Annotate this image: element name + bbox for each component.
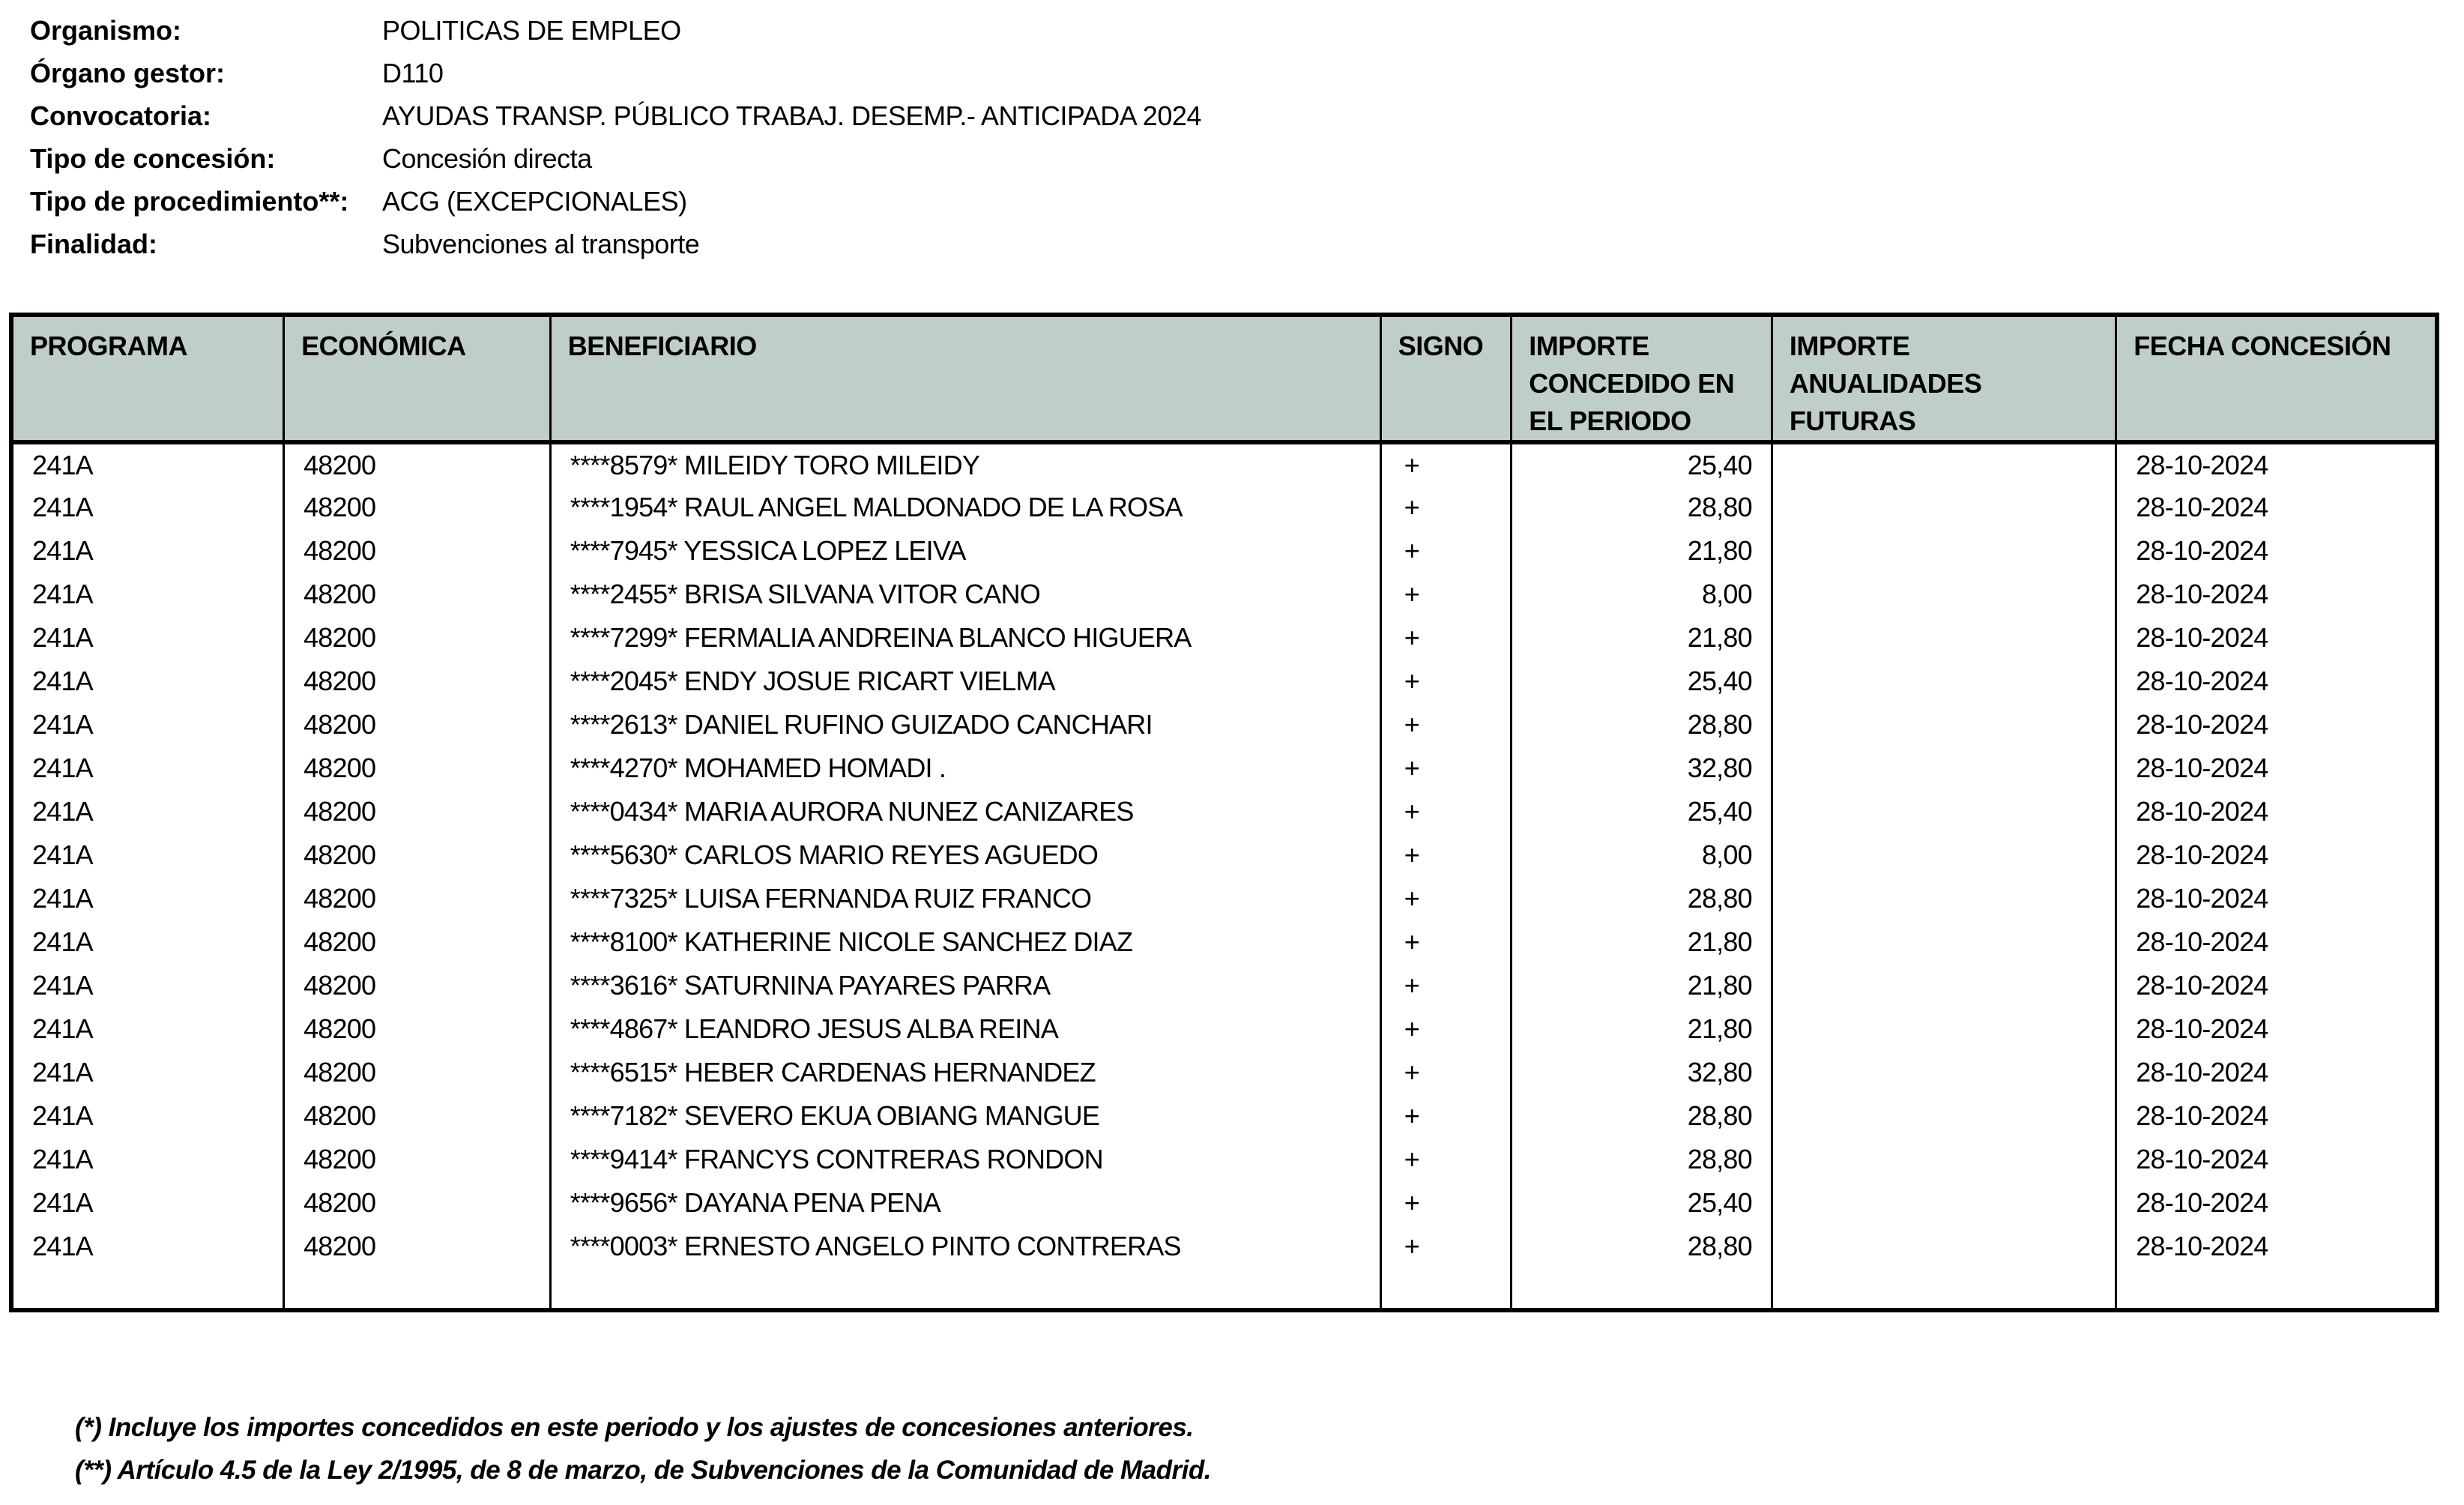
filler-cell bbox=[1512, 1268, 1772, 1312]
cell-programa: 241A bbox=[13, 1007, 284, 1051]
cell-fecha-concesion: 28-10-2024 bbox=[2136, 579, 2268, 609]
meta-value: AYUDAS TRANSP. PÚBLICO TRABAJ. DESEMP.- ANTICIPADA 2024 bbox=[382, 100, 1201, 131]
cell-beneficiario: ****6515* HEBER CARDENAS HERNANDEZ bbox=[550, 1051, 1380, 1094]
table-row bbox=[13, 790, 2435, 833]
cell-fecha-concesion: 28-10-2024 bbox=[2136, 492, 2268, 522]
cell-importe-concedido: 32,80 bbox=[1512, 1051, 1772, 1094]
cell-importe-anualidades bbox=[1772, 1007, 2116, 1051]
cell-importe-concedido: 25,40 bbox=[1512, 660, 1772, 703]
meta-label: Tipo de concesión: bbox=[30, 143, 276, 174]
footnotes bbox=[75, 1406, 1211, 1492]
table-row bbox=[13, 616, 2435, 660]
cell-importe-anualidades bbox=[1772, 1138, 2116, 1181]
cell-programa: 241A bbox=[13, 1225, 284, 1268]
table-row bbox=[13, 442, 2435, 486]
cell-fecha-concesion: 28-10-2024 bbox=[2136, 926, 2268, 957]
meta-value: POLITICAS DE EMPLEO bbox=[382, 15, 681, 46]
cell-beneficiario: ****9414* FRANCYS CONTRERAS RONDON bbox=[550, 1138, 1380, 1181]
cell-importe-anualidades bbox=[1772, 1181, 2116, 1225]
cell-fecha-concesion: 28-10-2024 bbox=[2136, 666, 2268, 696]
cell-signo: + bbox=[1380, 486, 1511, 529]
meta-value: Subvenciones al transporte bbox=[382, 229, 700, 259]
filler-cell bbox=[1772, 1268, 2116, 1312]
cell-economica: 48200 bbox=[284, 1007, 551, 1051]
cell-economica: 48200 bbox=[284, 790, 551, 833]
cell-signo: + bbox=[1380, 1051, 1511, 1094]
column-header-importe-anualidades: IMPORTE ANUALIDADES FUTURAS bbox=[1772, 317, 2116, 442]
column-header-importe-concedido: IMPORTE CONCEDIDO EN EL PERIODO bbox=[1512, 317, 1772, 442]
cell-signo: + bbox=[1380, 616, 1511, 660]
cell-economica: 48200 bbox=[284, 1225, 551, 1268]
cell-economica: 48200 bbox=[284, 573, 551, 616]
table-row bbox=[13, 1094, 2435, 1138]
cell-signo: + bbox=[1380, 1138, 1511, 1181]
cell-economica: 48200 bbox=[284, 1094, 551, 1138]
cell-programa: 241A bbox=[13, 573, 284, 616]
cell-economica: 48200 bbox=[284, 877, 551, 920]
cell-programa: 241A bbox=[13, 703, 284, 747]
cell-importe-concedido: 21,80 bbox=[1512, 616, 1772, 660]
filler-row bbox=[13, 1268, 2435, 1312]
cell-importe-anualidades bbox=[1772, 616, 2116, 660]
table-row bbox=[13, 703, 2435, 747]
meta-label: Tipo de procedimiento**: bbox=[30, 186, 349, 217]
cell-signo: + bbox=[1380, 877, 1511, 920]
table-row bbox=[13, 833, 2435, 877]
filler-cell bbox=[550, 1268, 1380, 1312]
cell-programa: 241A bbox=[13, 1051, 284, 1094]
table-row bbox=[13, 747, 2435, 790]
table-body bbox=[13, 442, 2435, 1268]
table-row bbox=[13, 1138, 2435, 1181]
column-header-fecha-concesion: FECHA CONCESIÓN bbox=[2116, 317, 2435, 442]
table-row bbox=[13, 877, 2435, 920]
grants-table-wrapper bbox=[9, 313, 2439, 1312]
grants-table-header bbox=[13, 317, 2435, 442]
cell-signo: + bbox=[1380, 442, 1511, 486]
cell-economica: 48200 bbox=[284, 964, 551, 1007]
cell-beneficiario: ****4867* LEANDRO JESUS ALBA REINA bbox=[550, 1007, 1380, 1051]
table-row bbox=[13, 529, 2435, 573]
cell-beneficiario: ****7182* SEVERO EKUA OBIANG MANGUE bbox=[550, 1094, 1380, 1138]
cell-programa: 241A bbox=[13, 1094, 284, 1138]
cell-importe-anualidades bbox=[1772, 573, 2116, 616]
cell-programa: 241A bbox=[13, 790, 284, 833]
cell-signo: + bbox=[1380, 660, 1511, 703]
cell-signo: + bbox=[1380, 529, 1511, 573]
cell-signo: + bbox=[1380, 833, 1511, 877]
cell-economica: 48200 bbox=[284, 529, 551, 573]
cell-fecha-concesion: 28-10-2024 bbox=[2136, 883, 2268, 914]
cell-fecha-concesion: 28-10-2024 bbox=[2136, 1100, 2268, 1131]
cell-programa: 241A bbox=[13, 1181, 284, 1225]
cell-importe-anualidades bbox=[1772, 877, 2116, 920]
cell-importe-anualidades bbox=[1772, 1094, 2116, 1138]
column-header-signo: SIGNO bbox=[1380, 317, 1511, 442]
cell-beneficiario: ****7325* LUISA FERNANDA RUIZ FRANCO bbox=[550, 877, 1380, 920]
cell-signo: + bbox=[1380, 964, 1511, 1007]
cell-economica: 48200 bbox=[284, 1051, 551, 1094]
cell-programa: 241A bbox=[13, 964, 284, 1007]
cell-importe-concedido: 25,40 bbox=[1512, 790, 1772, 833]
cell-importe-concedido: 21,80 bbox=[1512, 1007, 1772, 1051]
cell-beneficiario: ****8579* MILEIDY TORO MILEIDY bbox=[550, 442, 1380, 486]
cell-importe-concedido: 8,00 bbox=[1512, 573, 1772, 616]
meta-value: Concesión directa bbox=[382, 143, 592, 174]
cell-programa: 241A bbox=[13, 660, 284, 703]
footnote-asterisk: (*) Incluye los importes concedidos en este periodo y los ajustes de concesiones anteriores. bbox=[75, 1413, 1194, 1442]
cell-beneficiario: ****0003* ERNESTO ANGELO PINTO CONTRERAS bbox=[550, 1225, 1380, 1268]
cell-signo: + bbox=[1380, 747, 1511, 790]
cell-beneficiario: ****2613* DANIEL RUFINO GUIZADO CANCHARI bbox=[550, 703, 1380, 747]
cell-importe-anualidades bbox=[1772, 660, 2116, 703]
cell-beneficiario: ****1954* RAUL ANGEL MALDONADO DE LA ROSA bbox=[550, 486, 1380, 529]
cell-fecha-concesion: 28-10-2024 bbox=[2136, 970, 2268, 1001]
cell-signo: + bbox=[1380, 1225, 1511, 1268]
table-row bbox=[13, 1007, 2435, 1051]
cell-fecha-concesion: 28-10-2024 bbox=[2136, 709, 2268, 740]
cell-beneficiario: ****9656* DAYANA PENA PENA bbox=[550, 1181, 1380, 1225]
cell-importe-anualidades bbox=[1772, 529, 2116, 573]
filler-cell bbox=[1380, 1268, 1511, 1312]
meta-row-tipo-concesion bbox=[30, 137, 1201, 180]
column-header-programa: PROGRAMA bbox=[13, 317, 284, 442]
cell-importe-concedido: 28,80 bbox=[1512, 1094, 1772, 1138]
cell-importe-concedido: 21,80 bbox=[1512, 529, 1772, 573]
cell-importe-anualidades bbox=[1772, 833, 2116, 877]
cell-importe-anualidades bbox=[1772, 486, 2116, 529]
cell-fecha-concesion: 28-10-2024 bbox=[2136, 1231, 2268, 1261]
cell-programa: 241A bbox=[13, 442, 284, 486]
document-meta bbox=[30, 9, 1201, 265]
cell-importe-anualidades bbox=[1772, 920, 2116, 964]
cell-signo: + bbox=[1380, 1007, 1511, 1051]
table-row bbox=[13, 1225, 2435, 1268]
cell-importe-anualidades bbox=[1772, 1051, 2116, 1094]
cell-economica: 48200 bbox=[284, 442, 551, 486]
cell-programa: 241A bbox=[13, 747, 284, 790]
filler-cell bbox=[2116, 1268, 2435, 1312]
cell-programa: 241A bbox=[13, 616, 284, 660]
cell-beneficiario: ****4270* MOHAMED HOMADI . bbox=[550, 747, 1380, 790]
cell-fecha-concesion: 28-10-2024 bbox=[2136, 1013, 2268, 1044]
cell-fecha-concesion: 28-10-2024 bbox=[2136, 449, 2268, 480]
cell-importe-concedido: 8,00 bbox=[1512, 833, 1772, 877]
meta-label: Organismo: bbox=[30, 15, 182, 46]
cell-beneficiario: ****3616* SATURNINA PAYARES PARRA bbox=[550, 964, 1380, 1007]
cell-programa: 241A bbox=[13, 529, 284, 573]
cell-importe-anualidades bbox=[1772, 790, 2116, 833]
cell-fecha-concesion: 28-10-2024 bbox=[2136, 839, 2268, 870]
cell-signo: + bbox=[1380, 573, 1511, 616]
cell-signo: + bbox=[1380, 1181, 1511, 1225]
cell-programa: 241A bbox=[13, 877, 284, 920]
meta-value: ACG (EXCEPCIONALES) bbox=[382, 186, 687, 217]
cell-fecha-concesion: 28-10-2024 bbox=[2136, 752, 2268, 783]
cell-economica: 48200 bbox=[284, 703, 551, 747]
filler-cell bbox=[13, 1268, 284, 1312]
cell-importe-anualidades bbox=[1772, 442, 2116, 486]
cell-economica: 48200 bbox=[284, 1138, 551, 1181]
cell-importe-concedido: 28,80 bbox=[1512, 1225, 1772, 1268]
cell-importe-concedido: 28,80 bbox=[1512, 703, 1772, 747]
meta-row-tipo-procedimiento bbox=[30, 180, 1201, 223]
cell-fecha-concesion: 28-10-2024 bbox=[2136, 1057, 2268, 1088]
header-row bbox=[13, 317, 2435, 442]
cell-importe-anualidades bbox=[1772, 703, 2116, 747]
cell-beneficiario: ****2045* ENDY JOSUE RICART VIELMA bbox=[550, 660, 1380, 703]
grants-table bbox=[13, 317, 2435, 1312]
cell-fecha-concesion: 28-10-2024 bbox=[2136, 535, 2268, 566]
cell-importe-concedido: 25,40 bbox=[1512, 442, 1772, 486]
cell-signo: + bbox=[1380, 790, 1511, 833]
cell-beneficiario: ****8100* KATHERINE NICOLE SANCHEZ DIAZ bbox=[550, 920, 1380, 964]
cell-fecha-concesion: 28-10-2024 bbox=[2136, 1144, 2268, 1174]
meta-value: D110 bbox=[382, 58, 444, 88]
table-row bbox=[13, 1181, 2435, 1225]
cell-economica: 48200 bbox=[284, 1181, 551, 1225]
cell-programa: 241A bbox=[13, 486, 284, 529]
cell-economica: 48200 bbox=[284, 616, 551, 660]
cell-fecha-concesion: 28-10-2024 bbox=[2136, 1187, 2268, 1218]
cell-beneficiario: ****7945* YESSICA LOPEZ LEIVA bbox=[550, 529, 1380, 573]
cell-importe-concedido: 32,80 bbox=[1512, 747, 1772, 790]
cell-importe-anualidades bbox=[1772, 1225, 2116, 1268]
cell-importe-concedido: 25,40 bbox=[1512, 1181, 1772, 1225]
table-row bbox=[13, 1051, 2435, 1094]
table-row bbox=[13, 660, 2435, 703]
table-row bbox=[13, 486, 2435, 529]
cell-importe-anualidades bbox=[1772, 964, 2116, 1007]
cell-importe-anualidades bbox=[1772, 747, 2116, 790]
cell-importe-concedido: 21,80 bbox=[1512, 964, 1772, 1007]
cell-economica: 48200 bbox=[284, 920, 551, 964]
table-row bbox=[13, 573, 2435, 616]
cell-economica: 48200 bbox=[284, 833, 551, 877]
cell-programa: 241A bbox=[13, 833, 284, 877]
cell-importe-concedido: 28,80 bbox=[1512, 877, 1772, 920]
meta-row-organo-gestor bbox=[30, 52, 1201, 94]
cell-economica: 48200 bbox=[284, 660, 551, 703]
cell-beneficiario: ****7299* FERMALIA ANDREINA BLANCO HIGUERA bbox=[550, 616, 1380, 660]
meta-label: Convocatoria: bbox=[30, 100, 212, 131]
meta-row-convocatoria bbox=[30, 94, 1201, 137]
footnote-double-asterisk: (**) Artículo 4.5 de la Ley 2/1995, de 8 de marzo, de Subvenciones de la Comunidad de Madrid. bbox=[75, 1456, 1211, 1485]
cell-signo: + bbox=[1380, 920, 1511, 964]
cell-beneficiario: ****5630* CARLOS MARIO REYES AGUEDO bbox=[550, 833, 1380, 877]
column-header-economica: ECONÓMICA bbox=[284, 317, 551, 442]
cell-beneficiario: ****0434* MARIA AURORA NUNEZ CANIZARES bbox=[550, 790, 1380, 833]
cell-programa: 241A bbox=[13, 1138, 284, 1181]
meta-label: Finalidad: bbox=[30, 229, 157, 259]
cell-economica: 48200 bbox=[284, 747, 551, 790]
cell-importe-concedido: 28,80 bbox=[1512, 486, 1772, 529]
table-row bbox=[13, 964, 2435, 1007]
meta-row-organismo bbox=[30, 9, 1201, 52]
cell-economica: 48200 bbox=[284, 486, 551, 529]
cell-programa: 241A bbox=[13, 920, 284, 964]
cell-importe-concedido: 21,80 bbox=[1512, 920, 1772, 964]
meta-label: Órgano gestor: bbox=[30, 58, 226, 88]
cell-fecha-concesion: 28-10-2024 bbox=[2136, 796, 2268, 827]
cell-beneficiario: ****2455* BRISA SILVANA VITOR CANO bbox=[550, 573, 1380, 616]
cell-importe-concedido: 28,80 bbox=[1512, 1138, 1772, 1181]
meta-row-finalidad bbox=[30, 223, 1201, 265]
table-filler bbox=[13, 1268, 2435, 1312]
cell-fecha-concesion: 28-10-2024 bbox=[2136, 622, 2268, 653]
cell-signo: + bbox=[1380, 1094, 1511, 1138]
table-row bbox=[13, 920, 2435, 964]
filler-cell bbox=[284, 1268, 551, 1312]
column-header-beneficiario: BENEFICIARIO bbox=[550, 317, 1380, 442]
cell-signo: + bbox=[1380, 703, 1511, 747]
